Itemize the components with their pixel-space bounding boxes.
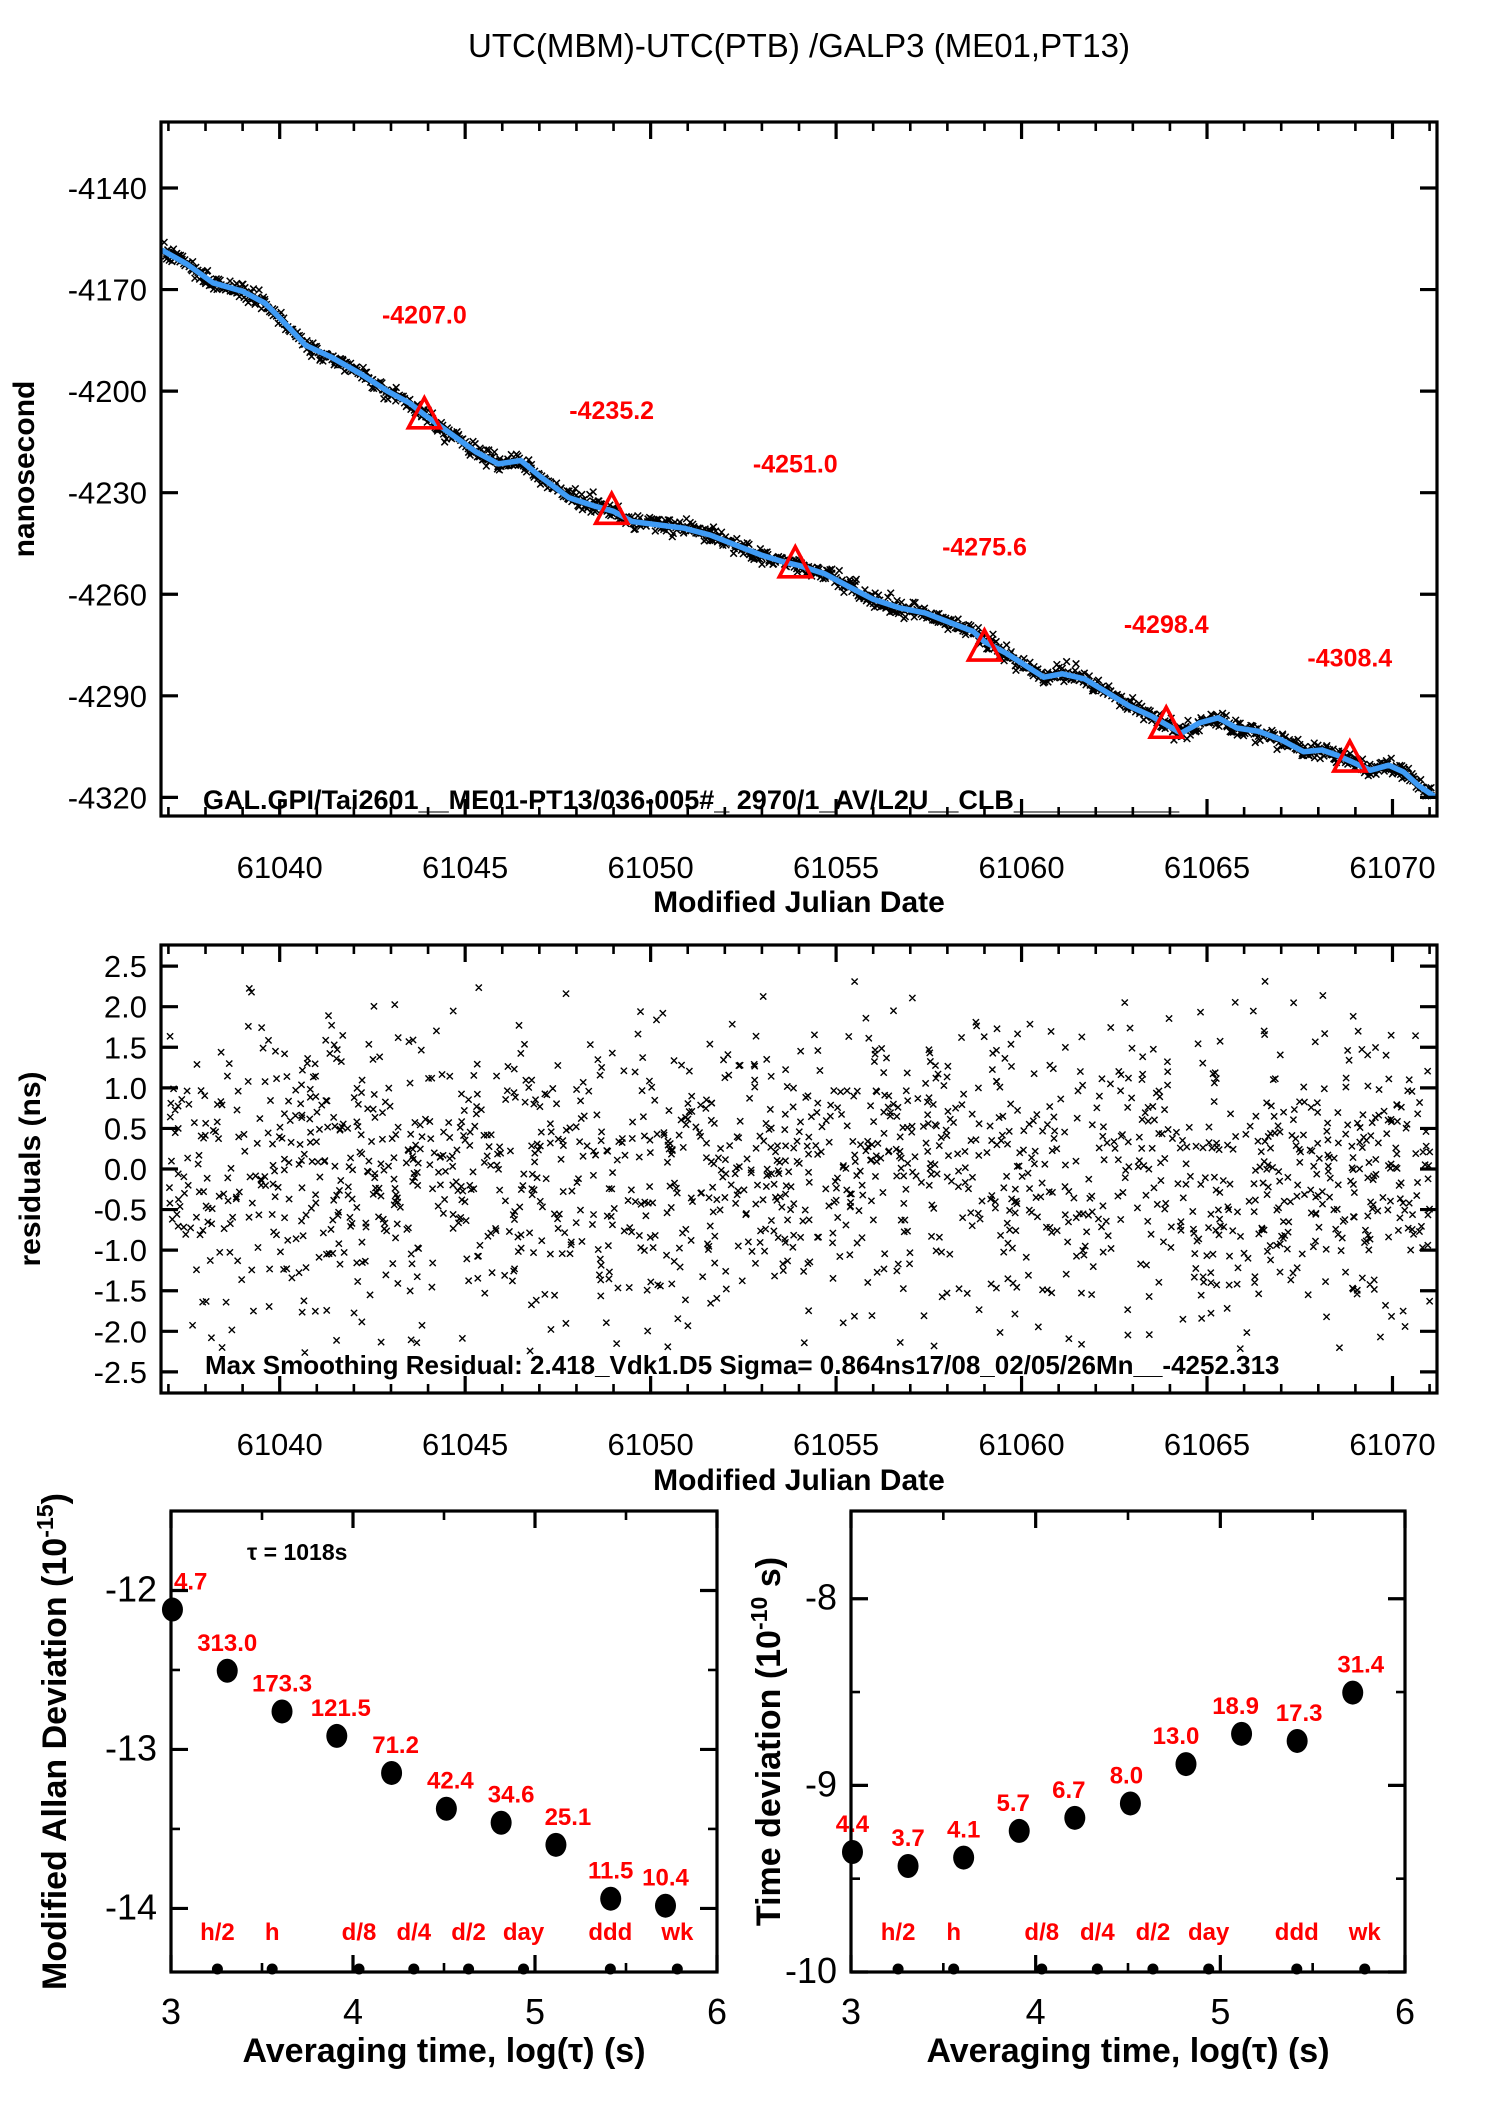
tdev-xtick: 5 [1210,1991,1231,2032]
residuals-xtick: 61050 [607,1427,694,1462]
residuals-xtick: 61060 [978,1427,1065,1462]
mdev-xtick: 4 [342,1991,364,2032]
xaxis-title: Averaging time, log(τ) (s) [926,2032,1330,2070]
phase-ytick: -4230 [67,475,147,511]
mdev-ytick: -13 [104,1727,157,1769]
mdev-frame [171,1511,717,1972]
residuals-xtick: 61065 [1163,1427,1251,1462]
deviation-value-label: 17.3 [1275,1699,1323,1727]
deviation-point [491,1811,512,1835]
deviation-point [1009,1819,1030,1843]
deviation-value-label: 34.6 [487,1781,535,1809]
mdev-xtick: 3 [160,1991,182,2032]
figure-title: UTC(MBM)-UTC(PTB) /GALP3 (ME01,PT13) [468,27,1130,64]
tdev-panel [746,1511,1415,2070]
deviation-point [436,1797,457,1821]
deviation-value-label: 42.4 [427,1767,474,1795]
tau0-annotation: τ = 1018s [247,1539,348,1565]
tdev-ytick: -9 [804,1763,837,1805]
tau-marker-label: d/8 [341,1919,377,1946]
residuals-ytick: 0.5 [103,1111,147,1147]
raw-data-x-markers [161,239,1434,799]
deviation-value-label: 31.4 [1337,1651,1385,1679]
residuals-ytick: 1.0 [103,1070,147,1106]
deviation-value-label: 13.0 [1152,1723,1200,1751]
deviation-value-label: 3.7 [891,1824,925,1852]
yaxis-title: Time deviation ($10^{-10}$ s) [746,1556,788,1927]
mdev-ytick: -12 [104,1568,157,1610]
deviation-point [1120,1791,1141,1815]
deviation-point [1342,1681,1363,1705]
phase-ytick: -4140 [67,171,147,207]
phase-xtick: 61050 [607,850,694,885]
tau-marker-label: d/2 [1135,1919,1171,1946]
tdev-xtick: 3 [840,1991,862,2032]
deviation-point [381,1761,402,1785]
residuals-ytick: 1.5 [103,1030,147,1066]
tau-marker-label: day [502,1919,545,1946]
yaxis-title: Modified Allan Deviation $(10^{-15})$ [32,1493,74,1990]
phase-ytick: -4200 [67,374,147,410]
tau-marker-label: d/4 [396,1919,432,1946]
residuals-ytick: -1.5 [93,1273,147,1309]
deviation-value-label: 5.7 [996,1789,1030,1817]
phase-xtick: 61065 [1163,850,1251,885]
deviation-point [600,1887,621,1911]
yaxis-title: residuals (ns) [14,1071,47,1267]
residuals-ytick: -2.5 [93,1354,147,1390]
tau-marker-label: h/2 [200,1919,235,1946]
deviation-value-label: 4.7 [174,1568,208,1596]
deviation-point [326,1724,347,1748]
phase-ytick: -4320 [67,780,147,816]
tdev-ytick: -10 [784,1950,837,1991]
residuals-ytick: 0.0 [103,1152,147,1187]
residuals-xtick: 61040 [236,1427,323,1462]
residual-stats-annotation: Max Smoothing Residual: 2.418_Vdk1.D5 Sigma= 0.864ns17/08_02/05/26Mn__-4252.313 [205,1350,1280,1380]
tau-marker-label: d/8 [1024,1919,1060,1946]
phase-ytick: -4260 [67,577,147,613]
deviation-value-label: 4.1 [946,1816,981,1844]
tau-marker-label: h [946,1919,962,1946]
residual-x-markers [166,978,1432,1355]
deviation-point [898,1854,919,1878]
deviation-point [272,1699,293,1723]
marker-value-label: -4251.0 [752,450,838,479]
tau-marker-label: h [264,1919,280,1946]
phase-ytick: -4290 [67,678,147,714]
deviation-point [1064,1806,1085,1830]
tau-marker-label: d/2 [451,1919,486,1946]
residuals-ytick: 2.0 [103,989,147,1025]
residuals-xtick: 61070 [1349,1427,1436,1462]
deviation-value-label: 25.1 [544,1803,592,1831]
tau-marker-label: h/2 [880,1919,916,1946]
phase-panel [8,122,1437,919]
xaxis-title: Modified Julian Date [653,886,945,919]
mdev-xtick: 5 [524,1991,546,2032]
residuals-xtick: 61045 [422,1427,509,1462]
deviation-point [1231,1722,1252,1746]
deviation-point [217,1659,238,1683]
deviation-value-label: 173.3 [251,1670,313,1698]
marker-value-label: -4235.2 [569,396,655,425]
deviation-value-label: 18.9 [1212,1692,1259,1720]
deviation-point [545,1833,566,1857]
phase-xtick: 61060 [978,850,1065,885]
marker-value-label: -4298.4 [1123,610,1209,639]
mdev-panel [32,1493,727,2070]
tdev-xtick: 6 [1394,1991,1416,2032]
deviation-value-label: 6.7 [1052,1776,1086,1804]
phase-xtick: 61070 [1349,850,1436,885]
deviation-point [1175,1752,1196,1776]
deviation-point [655,1894,676,1918]
tau-marker-label: day [1188,1919,1230,1946]
tau-marker-label: ddd [588,1919,633,1946]
deviation-value-label: 8.0 [1109,1762,1144,1790]
residuals-xtick: 61055 [792,1427,880,1462]
tau-marker-label: wk [661,1919,694,1946]
deviation-value-label: 4.4 [835,1810,870,1838]
smoothed-trace-line [163,251,1433,796]
mdev-ytick: -14 [104,1886,157,1928]
residuals-ytick: 2.5 [103,949,147,985]
tdev-xtick: 4 [1025,1991,1046,2032]
residuals-ytick: -0.5 [93,1192,147,1228]
tau-marker-label: ddd [1274,1919,1319,1946]
tau-marker-label: wk [1348,1919,1381,1946]
yaxis-title: nanosecond [8,380,41,558]
xaxis-title: Averaging time, log(τ) (s) [242,2032,646,2070]
marker-value-label: -4207.0 [381,301,467,330]
deviation-value-label: 313.0 [197,1629,258,1657]
mdev-xtick: 6 [706,1991,728,2032]
residuals-ytick: -2.0 [93,1314,147,1350]
deviation-value-label: 11.5 [588,1857,634,1885]
deviation-point [953,1846,974,1870]
marker-value-label: -4308.4 [1307,644,1393,673]
phase-xtick: 61055 [792,850,880,885]
tau-marker-label: d/4 [1080,1919,1115,1946]
phase-xtick: 61045 [422,850,509,885]
phase-xtick: 61040 [236,850,323,885]
deviation-value-label: 71.2 [372,1731,419,1759]
dataset-annotation: GAL.GPI/Tai2601__ME01-PT13/036-005#_ 2970/1_AV/L2U__CLB___________ [203,785,1180,815]
tdev-ytick: -8 [804,1576,837,1618]
residuals-ytick: -1.0 [93,1233,147,1269]
tdev-frame [851,1511,1405,1972]
xaxis-title: Modified Julian Date [653,1464,945,1497]
deviation-value-label: 10.4 [642,1864,689,1892]
deviation-value-label: 121.5 [310,1694,371,1722]
deviation-point [1287,1729,1308,1753]
residuals-panel [14,945,1437,1497]
phase-ytick: -4170 [67,272,147,308]
marker-value-label: -4275.6 [942,533,1027,562]
